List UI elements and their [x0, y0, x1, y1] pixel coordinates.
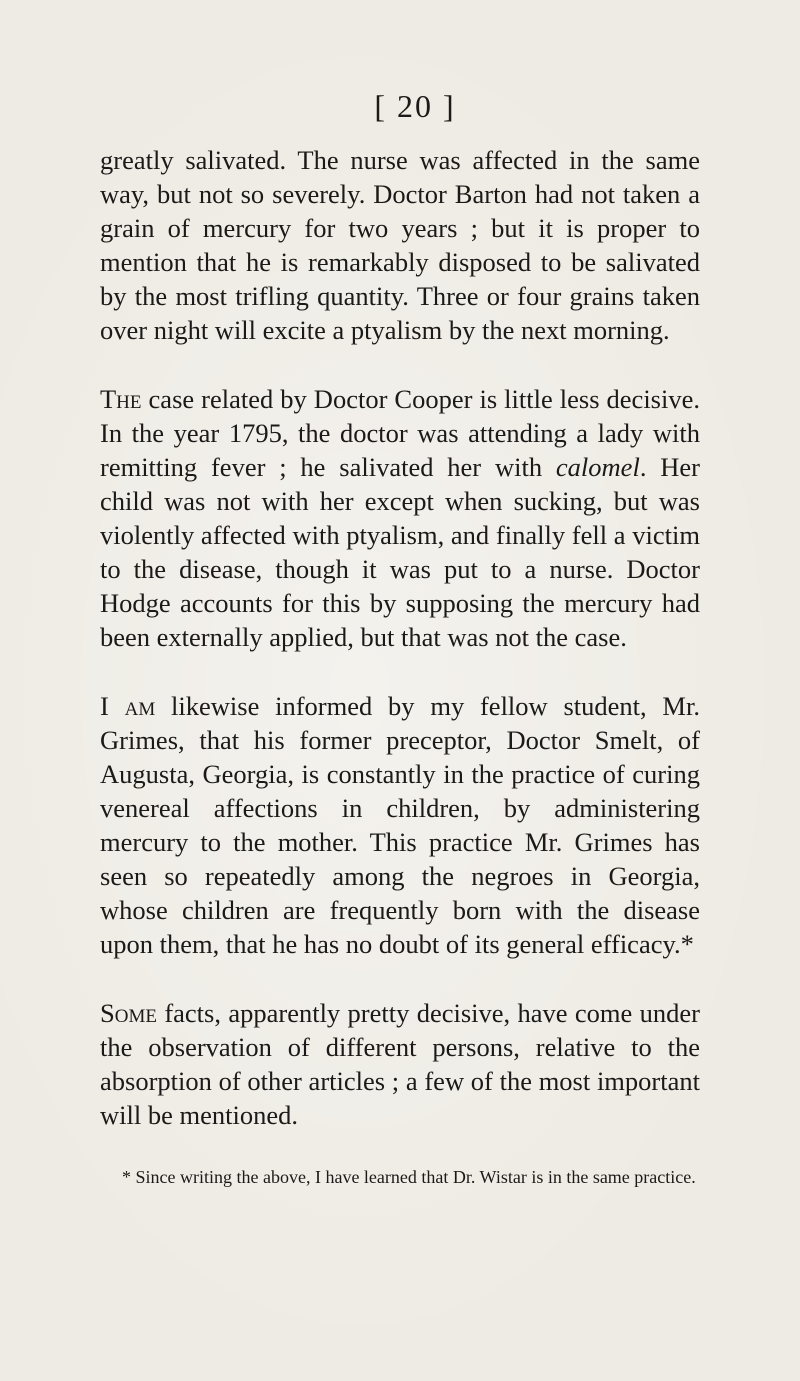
- footnote: * Since writing the above, I have learned that Dr. Wistar is in the same practice.: [122, 1167, 696, 1187]
- paragraph-2-text-before-italic: case related by Doctor Cooper is little less decisive. In the year 1795, the doctor was attending a lady with remitting fever ; he salivated her with: [100, 384, 700, 482]
- paragraph-3-text: likewise informed by my fellow student, Mr. Grimes, that his former preceptor, Doctor Smelt, of Augusta, Georgia, is constantly in the practice of curing venereal affections in children, by administering mercury to the mother. This practice Mr. Grimes has seen so repeatedly among the negroes in Georgia, whose children are frequently born with the disease upon them, that he has no doubt of its general efficacy.*: [100, 691, 700, 959]
- paragraph-2: [100, 382, 700, 654]
- paragraph-3: [100, 689, 700, 961]
- paragraph-2-lead: The: [100, 384, 142, 414]
- paragraph-4: [100, 996, 700, 1132]
- paragraph-2-text-after-italic: . Her child was not with her except when sucking, but was violently affected with ptyalism, and finally fell a victim to the disease, though it was put to a nurse. Doctor Hodge accounts for this by supposing the mercury had been externally applied, but that was not the case.: [100, 452, 700, 652]
- body-text: [100, 143, 700, 1187]
- page-number: [ 20 ]: [374, 88, 456, 124]
- paragraph-3-lead: I am: [100, 691, 156, 721]
- paragraph-4-lead: Some: [100, 998, 157, 1028]
- paragraph-1-text: greatly salivated. The nurse was affected in the same way, but not so severely. Doctor Barton had not taken a grain of mercury for two years ; but it is proper to mention that he is remarkably disposed to be salivated by the most trifling quantity. Three or four grains taken over night will excite a ptyalism by the next morning.: [100, 145, 700, 345]
- paragraph-2-italic-word: calomel: [555, 452, 640, 482]
- paragraph-4-text: facts, apparently pretty decisive, have come under the observation of different persons, relative to the absorption of other articles ; a few of the most important will be mentioned.: [100, 998, 700, 1130]
- paragraph-1: [100, 143, 700, 347]
